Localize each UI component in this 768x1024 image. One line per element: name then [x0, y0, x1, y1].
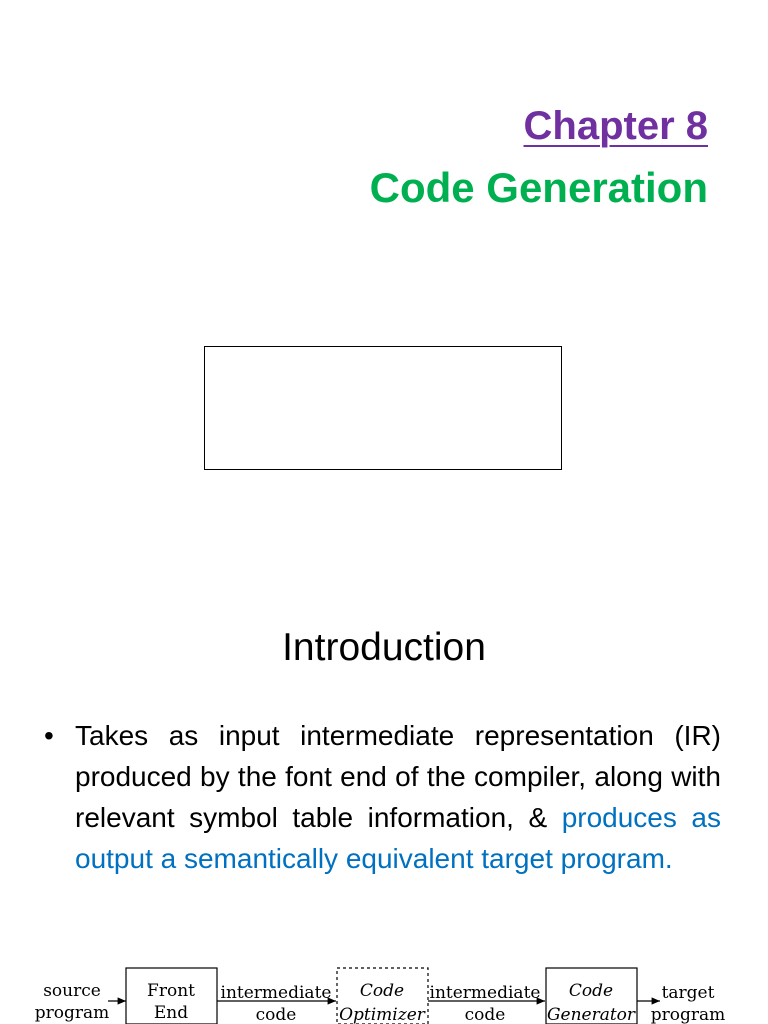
bullet-marker: •: [44, 720, 54, 751]
target-program-label-line2: program: [650, 1005, 726, 1024]
code-generator-label-line2: Generator: [546, 1005, 636, 1024]
edge1-label-line2: code: [255, 1005, 297, 1024]
bullet-text-highlight: produces as output a semantically equivalent target program.: [75, 802, 721, 874]
edge2-label-line2: code: [464, 1005, 506, 1024]
compiler-pipeline-diagram: [0, 960, 768, 1024]
code-generator-label-line1: Code: [568, 981, 614, 1001]
section-heading: Introduction: [282, 626, 486, 669]
front-end-label-line1: Front: [147, 981, 195, 1001]
source-program-label-line1: source: [43, 981, 101, 1001]
bullet-text: [75, 715, 721, 879]
edge1-label-line1: intermediate: [220, 983, 332, 1003]
chapter-title: Chapter 8: [523, 104, 708, 148]
front-end-label-line2: End: [153, 1003, 189, 1023]
source-program-label-line2: program: [34, 1003, 110, 1023]
bullet-text-plain: Takes as input intermediate representation (IR) produced by the font end of the compiler, along with relevant symbol table information, &: [75, 720, 721, 833]
code-optimizer-label-line2: Optimizer: [339, 1005, 425, 1024]
code-optimizer-label-line1: Code: [359, 981, 405, 1001]
target-program-label-line1: target: [661, 983, 715, 1003]
edge2-label-line1: intermediate: [429, 983, 541, 1003]
image-placeholder-box: [204, 346, 562, 470]
chapter-subtitle: Code Generation: [369, 164, 708, 211]
